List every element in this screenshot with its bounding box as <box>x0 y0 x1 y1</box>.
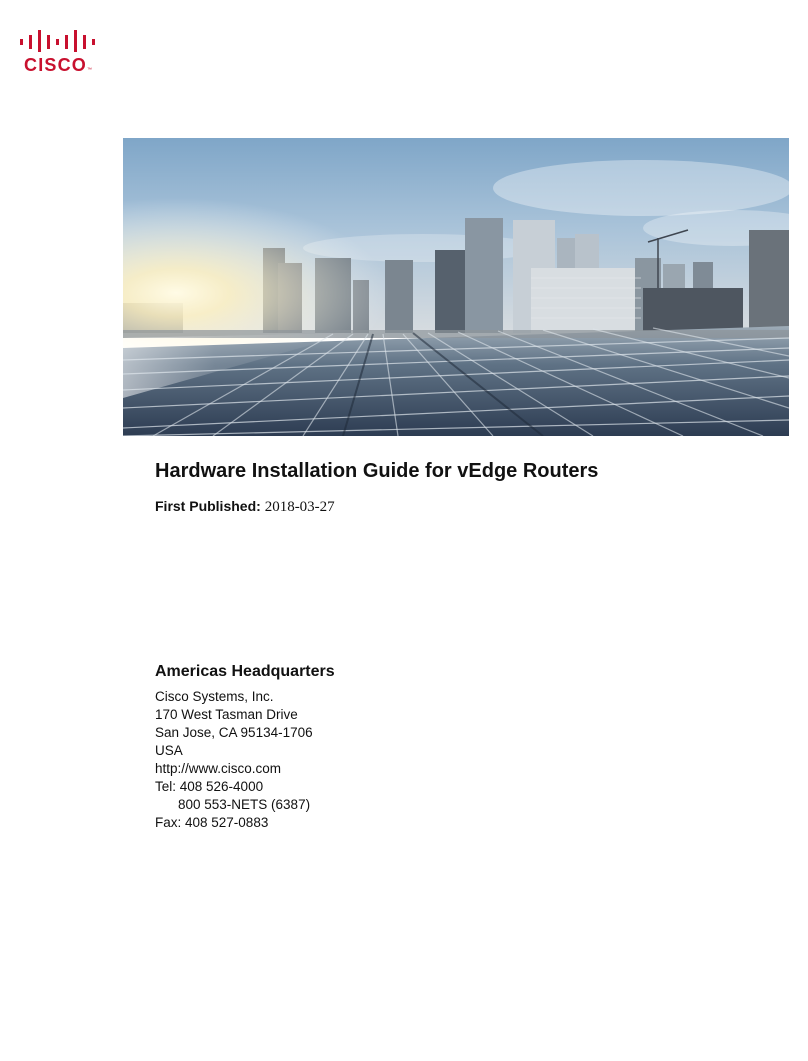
cisco-bridge-bars-icon <box>20 30 98 52</box>
fax: Fax: 408 527-0883 <box>155 815 269 830</box>
first-published-label: First Published: <box>155 498 261 514</box>
cover-photo <box>123 138 789 436</box>
first-published-date: 2018-03-27 <box>264 499 335 515</box>
cisco-logo <box>18 30 100 76</box>
headquarters-heading: Americas Headquarters <box>155 663 335 680</box>
cisco-wordmark: CISCO™ <box>24 55 93 75</box>
document-title: Hardware Installation Guide for vEdge Routers <box>155 460 599 482</box>
telephone: Tel: 408 526-4000 <box>155 779 264 794</box>
telephone-alt: 800 553-NETS (6387) <box>178 797 311 812</box>
street-address: 170 West Tasman Drive <box>155 707 298 722</box>
solar-panels-skyline-image <box>123 138 789 436</box>
headquarters-address <box>155 660 555 832</box>
first-published <box>155 496 335 517</box>
company-name: Cisco Systems, Inc. <box>155 689 274 704</box>
country: USA <box>155 743 183 758</box>
city-state-zip: San Jose, CA 95134-1706 <box>155 725 313 740</box>
website-link[interactable]: http://www.cisco.com <box>155 761 282 776</box>
